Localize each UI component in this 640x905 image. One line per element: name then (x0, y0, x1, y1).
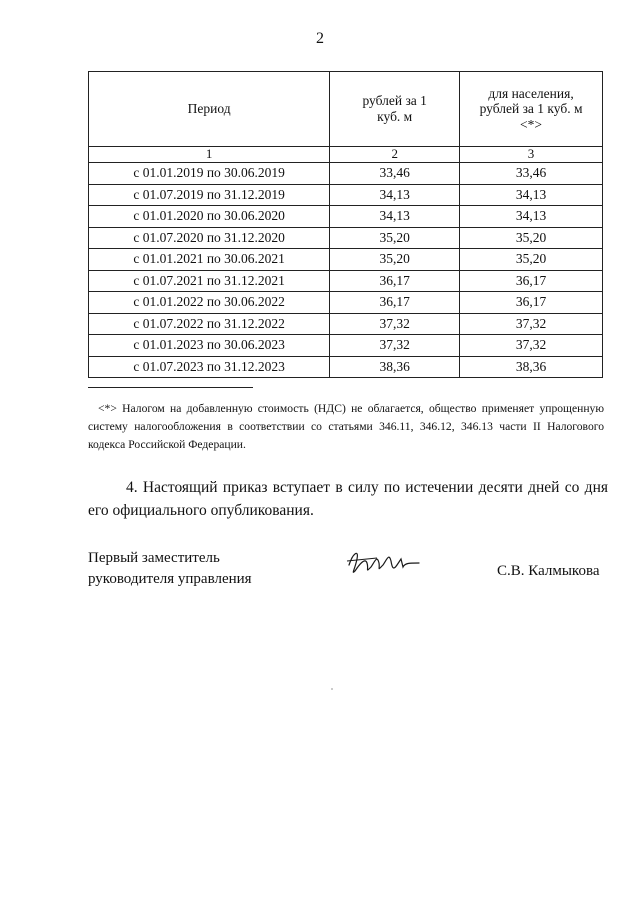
header-period: Период (89, 72, 330, 147)
table-row (89, 227, 603, 249)
table-row (89, 184, 603, 206)
period-cell: с 01.01.2020 по 30.06.2020 (89, 206, 330, 228)
period-cell: с 01.07.2023 по 31.12.2023 (89, 356, 330, 378)
rate-cell: 37,32 (330, 313, 460, 335)
signer-title-line2: руководителя управления (88, 571, 252, 587)
rate-cell: 38,36 (330, 356, 460, 378)
rate-cell: 35,20 (330, 227, 460, 249)
rate-cell: 37,32 (330, 335, 460, 357)
table-row (89, 335, 603, 357)
header-rate: рублей за 1 куб. м (330, 72, 460, 147)
table-row (89, 270, 603, 292)
period-cell: с 01.07.2019 по 31.12.2019 (89, 184, 330, 206)
population-rate-cell: 34,13 (460, 206, 603, 228)
handwritten-signature (343, 545, 423, 583)
period-cell: с 01.01.2021 по 30.06.2021 (89, 249, 330, 271)
column-number-row (89, 147, 603, 163)
period-cell: с 01.07.2020 по 31.12.2020 (89, 227, 330, 249)
footnote-divider (88, 387, 253, 388)
column-number-1: 1 (89, 147, 330, 163)
table-row (89, 249, 603, 271)
table-row (89, 206, 603, 228)
rate-cell: 34,13 (330, 184, 460, 206)
period-cell: с 01.07.2021 по 31.12.2021 (89, 270, 330, 292)
table-row (89, 313, 603, 335)
population-rate-cell: 35,20 (460, 249, 603, 271)
population-rate-cell: 36,17 (460, 292, 603, 314)
period-cell: с 01.01.2019 по 30.06.2019 (89, 163, 330, 185)
population-rate-cell: 37,32 (460, 313, 603, 335)
rate-cell: 34,13 (330, 206, 460, 228)
table-row (89, 163, 603, 185)
tariff-table (88, 71, 603, 378)
signer-title-line1: Первый заместитель (88, 550, 220, 566)
period-cell: с 01.07.2022 по 31.12.2022 (89, 313, 330, 335)
column-number-2: 2 (330, 147, 460, 163)
table-header-row (89, 72, 603, 147)
population-rate-cell: 34,13 (460, 184, 603, 206)
page-number: 2 (316, 30, 324, 47)
period-cell: с 01.01.2023 по 30.06.2023 (89, 335, 330, 357)
scan-speck (331, 688, 333, 690)
table-row (89, 292, 603, 314)
signer-name: С.В. Калмыкова (497, 563, 600, 579)
population-rate-cell: 33,46 (460, 163, 603, 185)
header-population-rate: для населения, рублей за 1 куб. м <*> (460, 72, 603, 147)
rate-cell: 36,17 (330, 270, 460, 292)
rate-cell: 33,46 (330, 163, 460, 185)
signer-title (88, 548, 252, 590)
population-rate-cell: 37,32 (460, 335, 603, 357)
table-row (89, 356, 603, 378)
population-rate-cell: 36,17 (460, 270, 603, 292)
population-rate-cell: 38,36 (460, 356, 603, 378)
column-number-3: 3 (460, 147, 603, 163)
footnote: <*> Налогом на добавленную стоимость (НДС) не облагается, общество применяет упрощенную систему налогообложения в соответствии со статьями 346.11, 346.12, 346.13 части II Налогового кодекса Российской Федерации. (88, 402, 604, 451)
population-rate-cell: 35,20 (460, 227, 603, 249)
period-cell: с 01.01.2022 по 30.06.2022 (89, 292, 330, 314)
clause-4: 4. Настоящий приказ вступает в силу по истечении десяти дней со дня его официального опубликования. (88, 479, 608, 519)
rate-cell: 35,20 (330, 249, 460, 271)
rate-cell: 36,17 (330, 292, 460, 314)
